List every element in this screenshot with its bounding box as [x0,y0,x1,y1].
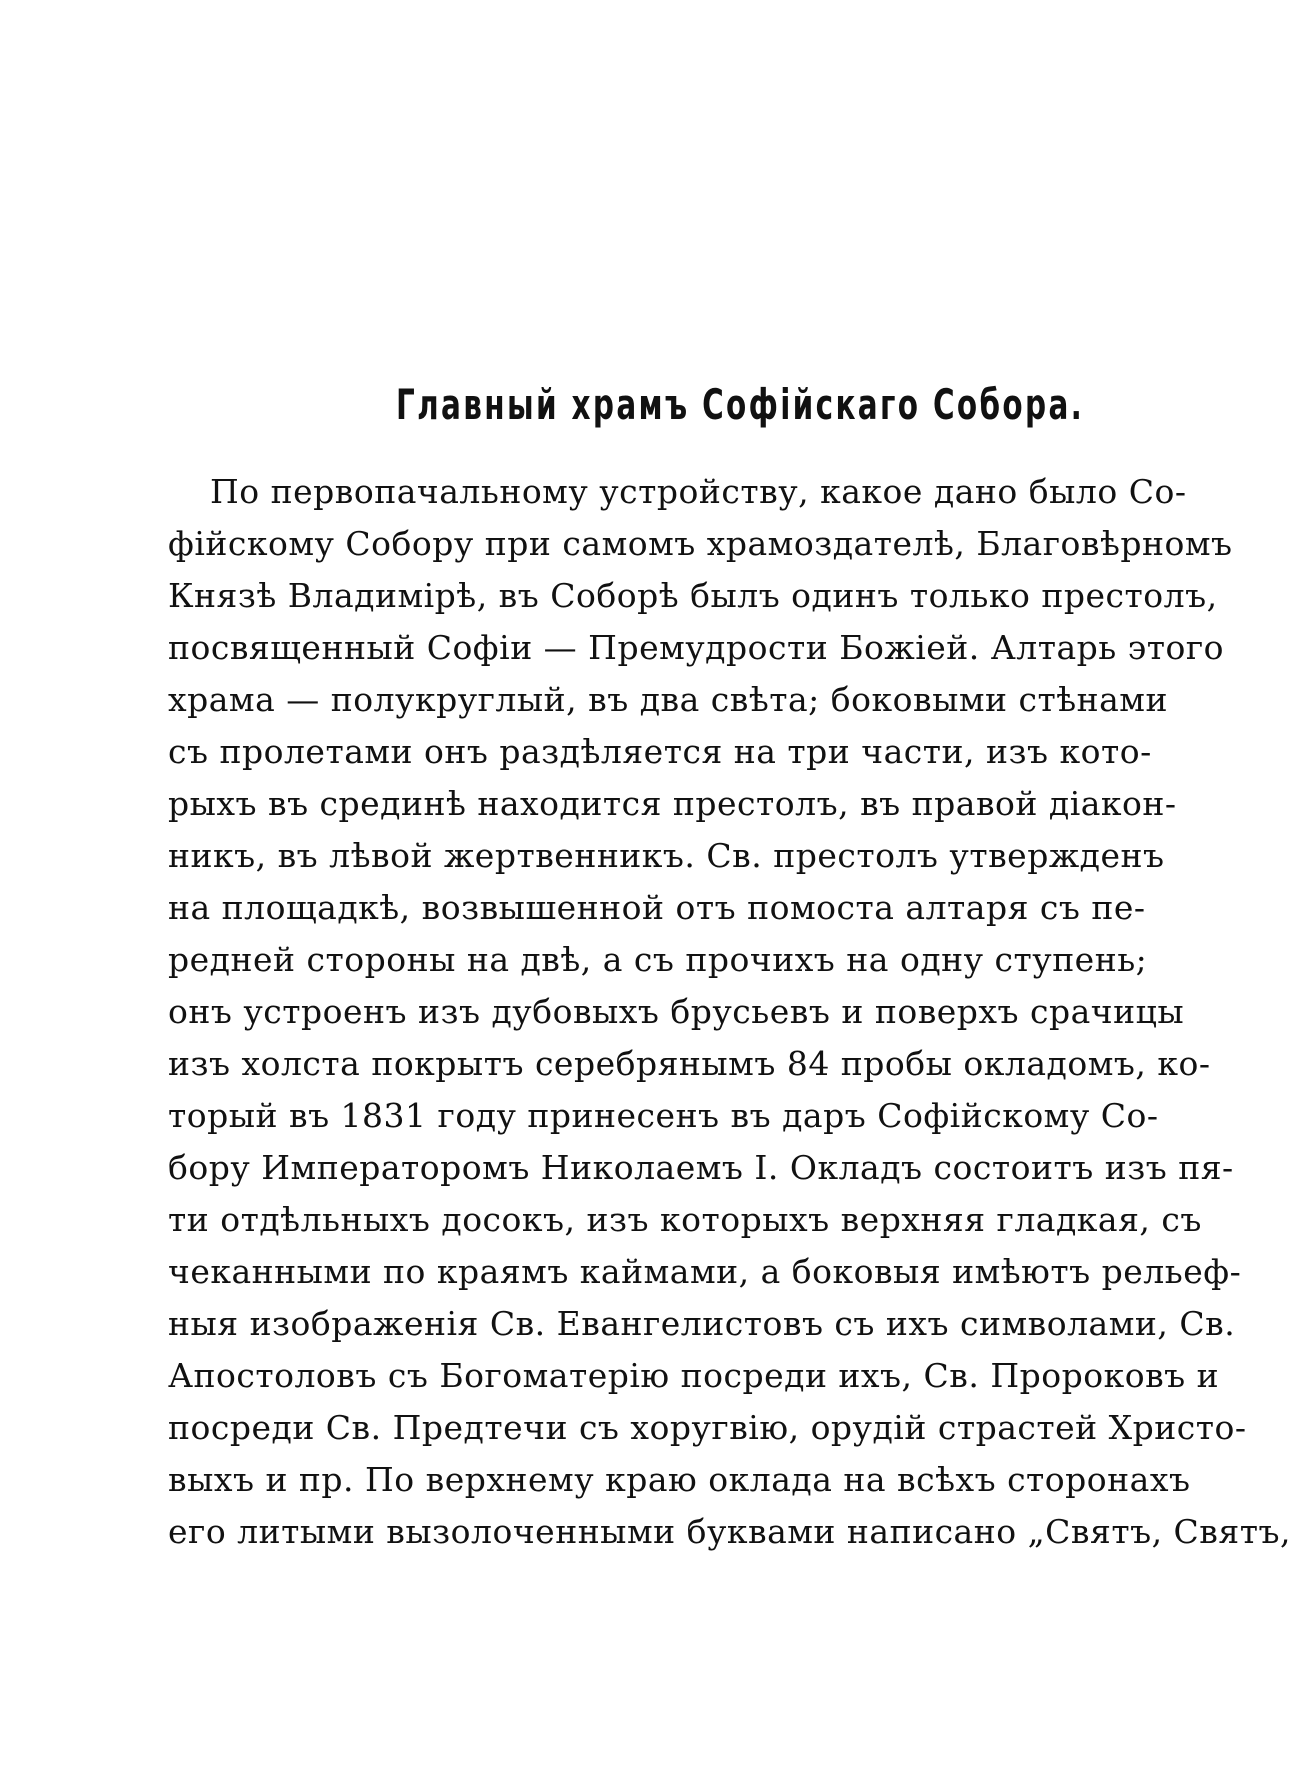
text-line: фійскому Собору при самомъ храмоздателѣ, Благовѣрномъ [168,524,1233,563]
text-line: его литыми вызолоченными буквами написано „Святъ, Святъ, [168,1512,1291,1551]
chapter-heading: Главный храмъ Софійскаго Собора. [396,380,1085,429]
text-line: ти отдѣльныхъ досокъ, изъ которыхъ верхняя гладкая, съ [168,1200,1202,1239]
text-line: чеканными по краямъ каймами, а боковыя имѣютъ рельеф- [168,1252,1242,1291]
text-line: изъ холста покрытъ серебрянымъ 84 пробы окладомъ, ко- [168,1044,1211,1083]
text-line: съ пролетами онъ раздѣляется на три части, изъ кото- [168,732,1152,771]
text-line: на площадкѣ, возвышенной отъ помоста алтаря съ пе- [168,888,1146,927]
text-line: онъ устроенъ изъ дубовыхъ брусьевъ и поверхъ срачицы [168,992,1185,1031]
text-line: выхъ и пр. По верхнему краю оклада на всѣхъ сторонахъ [168,1460,1191,1499]
text-line: торый въ 1831 году принесенъ въ даръ Софійскому Со- [168,1096,1159,1135]
text-line: посвященный Софіи — Премудрости Божіей. Алтарь этого [168,628,1224,667]
text-line: ныя изображенія Св. Евангелистовъ съ ихъ символами, Св. [168,1304,1236,1343]
text-line: бору Императоромъ Николаемъ I. Окладъ состоитъ изъ пя- [168,1148,1234,1187]
paragraph [168,466,1291,1558]
text-line: редней стороны на двѣ, а съ прочихъ на одну ступень; [168,940,1148,979]
text-line: По первопачальному устройству, какое дано было Со- [210,472,1187,511]
text-line: рыхъ въ срединѣ находится престолъ, въ правой діакон- [168,784,1177,823]
text-line: никъ, въ лѣвой жертвенникъ. Св. престолъ утвержденъ [168,836,1165,875]
text-line: Апостоловъ съ Богоматерію посреди ихъ, Св. Пророковъ и [168,1356,1220,1395]
text-line: Князѣ Владимірѣ, въ Соборѣ былъ одинъ только престолъ, [168,576,1218,615]
text-line: храма — полукруглый, въ два свѣта; боковыми стѣнами [168,680,1168,719]
text-line: посреди Св. Предтечи съ хоругвію, орудій страстей Христо- [168,1408,1247,1447]
